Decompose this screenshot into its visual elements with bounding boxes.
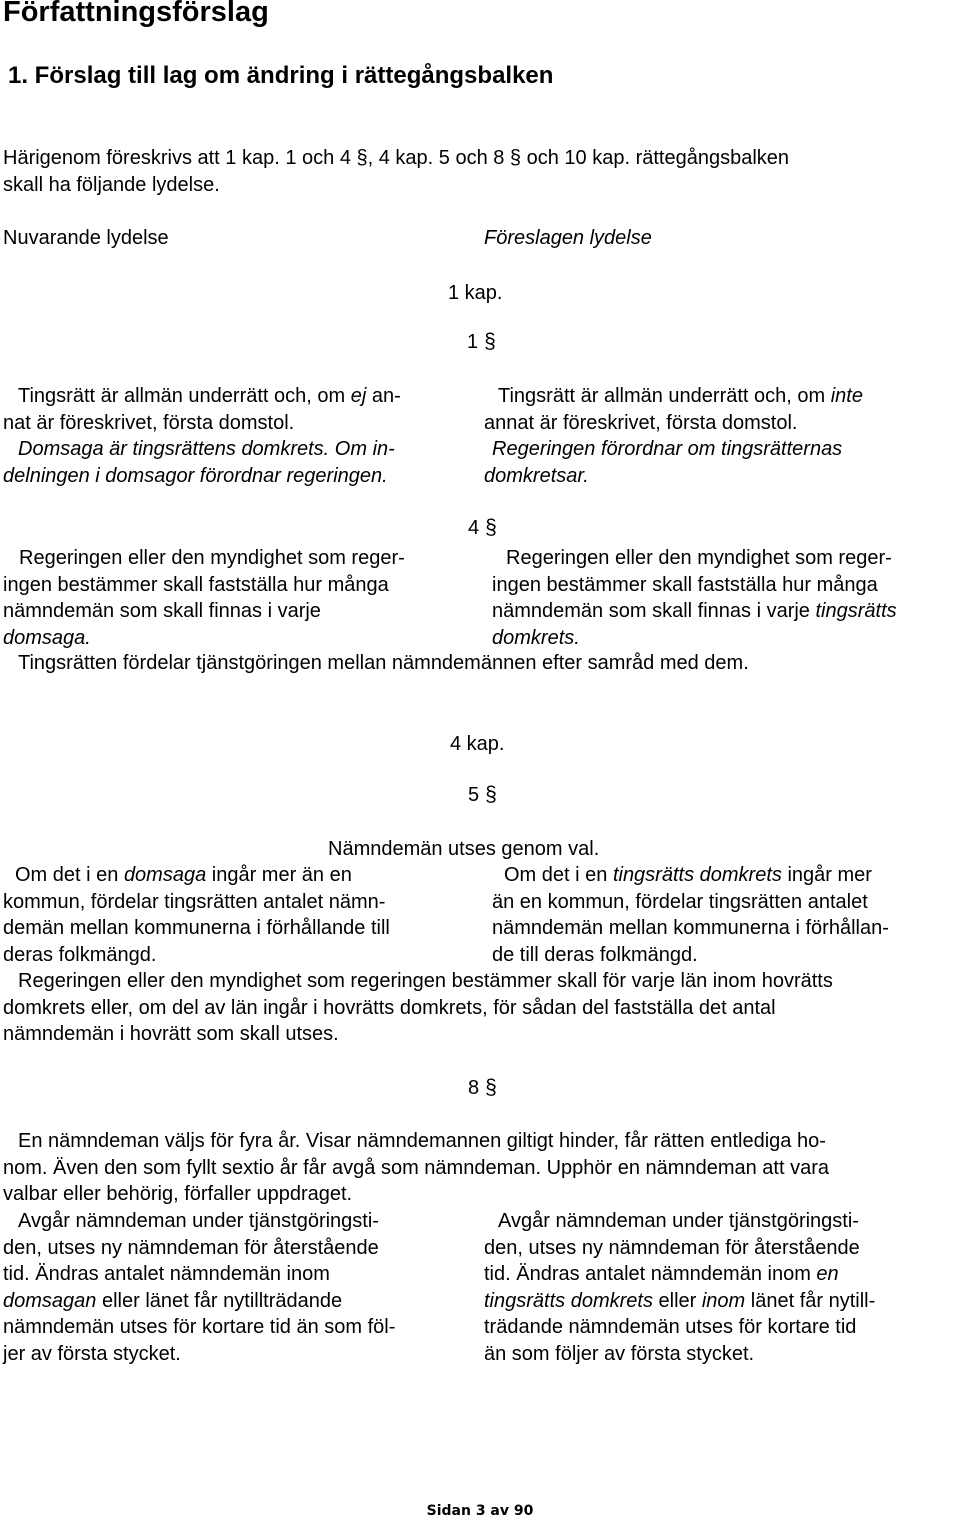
text-line: Regeringen eller den myndighet som regeringen bestämmer skall för varje län inom hovrätts — [18, 970, 833, 992]
current-text-block — [3, 1208, 395, 1367]
text-segment: eller — [652, 1289, 702, 1312]
chapter-heading: 1 kap. — [448, 282, 503, 304]
text-line: demän mellan kommunerna i förhållande till — [3, 917, 390, 939]
text-line: trädande nämndemän utses för kortare tid — [484, 1316, 857, 1338]
text-segment-italic: tingsrätts domkrets — [484, 1289, 653, 1312]
text-segment-italic: domsagan — [3, 1289, 97, 1312]
chapter-heading: 4 kap. — [450, 733, 505, 755]
text-line: deras folkmängd. — [3, 943, 157, 966]
page-title: Författningsförslag — [3, 0, 269, 28]
text-line: nämndemän utses för kortare tid än som föl- — [3, 1316, 396, 1338]
text-segment-italic: ej — [350, 385, 367, 407]
text-segment-italic: tingsrätts domkrets — [612, 864, 782, 886]
intro-paragraph — [3, 145, 789, 198]
paragraph-number — [468, 783, 497, 807]
text-segment: länet får nytill- — [745, 1289, 876, 1312]
paragraph-symbol: § — [485, 1076, 497, 1099]
text-line: Regeringen eller den myndighet som reger- — [506, 547, 892, 569]
page-footer: Sidan 3 av 90 — [426, 1503, 534, 1519]
proposed-text-block — [492, 545, 897, 651]
text-line: ingen bestämmer skall fastställa hur många — [492, 573, 878, 596]
text-line: den, utses ny nämndeman för återstående — [3, 1236, 379, 1259]
text-segment: tid. Ändras antalet nämndemän inom — [484, 1263, 817, 1285]
text-line: Avgår nämndeman under tjänstgöringsti- — [18, 1210, 379, 1232]
text-segment-italic: inom — [701, 1289, 746, 1312]
paragraph-symbol: § — [484, 330, 496, 353]
text-segment: ingår mer — [781, 864, 872, 886]
paragraph-number — [468, 516, 497, 540]
section-title: 1. Förslag till lag om ändring i rättegångsbalken — [8, 62, 554, 89]
text-line: jer av första stycket. — [3, 1342, 181, 1365]
text-line — [484, 1288, 875, 1315]
text-segment: Om det i en — [504, 864, 613, 886]
text-line: annat är föreskrivet, första domstol. — [484, 411, 798, 434]
text-line — [3, 383, 401, 410]
text-line: än som följer av första stycket. — [484, 1342, 755, 1365]
text-segment: an- — [366, 385, 401, 407]
text-line: nämndemän som skall finnas i varje — [3, 600, 321, 622]
text-line: Avgår nämndeman under tjänstgöringsti- — [498, 1210, 859, 1232]
common-text — [3, 1128, 829, 1208]
text-line: än en kommun, fördelar tingsrätten antalet — [492, 890, 868, 913]
text-line — [3, 1288, 395, 1315]
text-segment-italic: en — [816, 1263, 839, 1285]
text-line — [3, 436, 401, 463]
text-line: En nämndeman väljs för fyra år. Visar nämndemannen giltigt hinder, får rätten entlediga ho- — [18, 1130, 826, 1152]
text-segment: ingår mer än en — [206, 864, 352, 886]
proposed-text-block — [484, 1208, 875, 1367]
paragraph-symbol: § — [485, 783, 497, 806]
common-text: Tingsrätten fördelar tjänstgöringen mellan nämndemännen efter samråd med dem. — [18, 652, 749, 674]
text-segment-italic: domsaga — [123, 864, 207, 886]
text-line: de till deras folkmängd. — [492, 943, 698, 966]
text-line: valbar eller behörig, förfaller uppdraget. — [3, 1183, 353, 1205]
paragraph-symbol: § — [485, 516, 497, 539]
proposed-text-block — [492, 862, 889, 968]
text-segment: eller länet får nytillträdande — [96, 1289, 343, 1312]
text-segment: Tingsrätt är allmän underrätt och, om — [18, 385, 351, 407]
text-line: domsaga. — [3, 626, 91, 649]
text-line: ingen bestämmer skall fastställa hur många — [3, 573, 389, 596]
intro-line: skall ha följande lydelse. — [3, 173, 220, 196]
current-text-block — [3, 545, 405, 651]
current-text-block — [3, 862, 390, 968]
text-line: nämndemän mellan kommunerna i förhållan- — [492, 917, 889, 939]
text-line: kommun, fördelar tingsrätten antalet nämn- — [3, 890, 386, 913]
text-line — [492, 862, 889, 889]
paragraph-number-label: 8 — [468, 1077, 480, 1099]
text-line: nämndemän i hovrätt som skall utses. — [3, 1023, 339, 1045]
text-segment: Om det i en — [15, 864, 124, 886]
common-text: Nämndemän utses genom val. — [328, 838, 600, 860]
text-line — [484, 383, 863, 410]
text-line: Regeringen förordnar om tingsrätternas — [492, 438, 843, 460]
text-segment: nämndemän som skall finnas i varje — [492, 600, 816, 622]
text-line: den, utses ny nämndeman för återstående — [484, 1236, 860, 1259]
text-line: domkrets. — [492, 626, 580, 649]
paragraph-number-label: 1 — [467, 331, 479, 353]
paragraph-number-label: 4 — [468, 517, 480, 539]
current-text-block — [3, 383, 401, 489]
paragraph-number — [467, 330, 496, 354]
column-header-current: Nuvarande lydelse — [3, 227, 169, 249]
text-line: nat är föreskrivet, första domstol. — [3, 411, 295, 434]
proposed-text-block — [484, 383, 863, 489]
text-segment-italic: tingsrätts — [815, 600, 897, 622]
paragraph-number-label: 5 — [468, 784, 480, 806]
text-line — [484, 1261, 875, 1288]
common-text — [3, 968, 833, 1048]
text-line: delningen i domsagor förordnar regeringen. — [3, 464, 388, 487]
text-line: nom. Även den som fyllt sextio år får avgå som nämndeman. Upphör en nämndeman att vara — [3, 1156, 829, 1179]
text-line — [492, 598, 897, 625]
text-segment: Tingsrätt är allmän underrätt och, om — [498, 385, 831, 407]
text-line: domkretsar. — [484, 464, 589, 487]
column-header-proposed: Föreslagen lydelse — [484, 227, 652, 249]
paragraph-number — [468, 1076, 497, 1100]
intro-line: Härigenom föreskrivs att 1 kap. 1 och 4 §, 4 kap. 5 och 8 § och 10 kap. rättegångsbalken — [3, 147, 790, 169]
text-segment-italic: Domsaga är tingsrättens domkrets. — [18, 438, 330, 460]
text-segment-italic: inte — [830, 385, 863, 407]
text-line — [3, 862, 390, 889]
text-line: Regeringen eller den myndighet som reger- — [19, 547, 405, 569]
text-segment-italic: Om in- — [329, 438, 395, 460]
text-line: tid. Ändras antalet nämndemän inom — [3, 1263, 330, 1285]
text-line: domkrets eller, om del av län ingår i hovrätts domkrets, för sådan del fastställa det antal — [3, 996, 776, 1019]
